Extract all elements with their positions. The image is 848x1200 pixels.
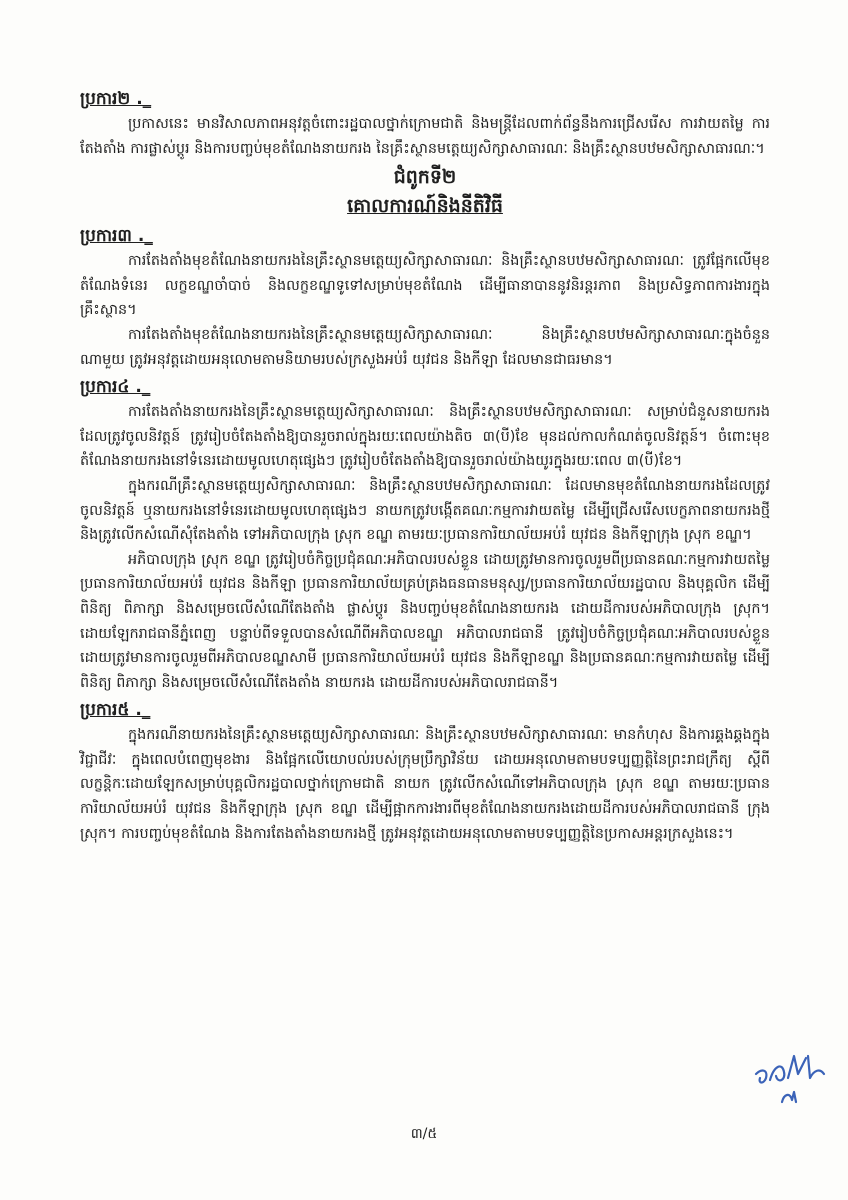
article-4-paragraph-2: ក្នុងករណីគ្រឹះស្ថានមត្តេយ្យសិក្សាសាធារណៈ និងគ្រឹះស្ថានបឋមសិក្សាសាធារណៈ ដែលមានមុខតំណែងនាយករងដែលត្រូវចូលនិវត្តន៍ ឬនាយករងនៅទំនេរដោយមូលហេតុផ្សេងៗ នាយកត្រូវបង្កើតគណៈកម្មការវាយតម្លៃ ដើម្បីជ្រើសរើសបេក្ខភាពនាយករងថ្មី និងត្រូវលើកសំណើសុំតែងតាំង ទៅអភិបាលក្រុង ស្រុក ខណ្ឌ តាមរយៈប្រធានការិយាល័យអប់រំ យុវជន និងកីឡាក្រុង ស្រុក ខណ្ឌ។ bbox=[80, 477, 770, 544]
handwritten-initials-icon bbox=[748, 1044, 832, 1120]
article-4-paragraph-1: ការតែងតាំងនាយករងនៃគ្រឹះស្ថានមត្តេយ្យសិក្សាសាធារណៈ និងគ្រឹះស្ថានបឋមសិក្សាសាធារណៈ សម្រាប់ជំនួសនាយករងដែលត្រូវចូលនិវត្តន៍ ត្រូវរៀបចំតែងតាំងឱ្យបានរួចរាល់ក្នុងរយៈពេលយ៉ាងតិច ៣(បី)ខែ មុនដល់កាលកំណត់ចូលនិវត្តន៍។ ចំពោះមុខតំណែងនាយករងនៅទំនេរដោយមូលហេតុផ្សេងៗ ត្រូវរៀបចំតែងតាំងឱ្យបានរួចរាល់យ៉ាងយូរក្នុងរយៈពេល ៣(បី)ខែ។ bbox=[80, 404, 770, 470]
article-4-heading: ប្រការ៤ ._ bbox=[80, 377, 151, 398]
chapter-title: គោលការណ៍និងនីតិវិធី bbox=[347, 195, 503, 218]
article-2-paragraph: ប្រកាសនេះ មានវិសាលភាពអនុវត្តចំពោះរដ្ឋបាលថ្នាក់ក្រោមជាតិ និងមន្ត្រីដែលពាក់ព័ន្ធនឹងការជ្រើសរើស ការវាយតម្លៃ ការតែងតាំង ការផ្លាស់ប្តូរ និងការបញ្ចប់មុខតំណែងនាយករង នៃគ្រឹះស្ថានមត្តេយ្យសិក្សាសាធារណៈ និងគ្រឹះស្ថានបឋមសិក្សាសាធារណៈ។ bbox=[80, 116, 770, 157]
article-3-heading: ប្រការ៣ ._ bbox=[80, 226, 153, 247]
article-2-heading: ប្រការ២ ._ bbox=[80, 89, 152, 109]
article-3-paragraph-1: ការតែងតាំងមុខតំណែងនាយករងនៃគ្រឹះស្ថានមត្តេយ្យសិក្សាសាធារណៈ និងគ្រឹះស្ថានបឋមសិក្សាសាធារណៈ ត្រូវផ្អែកលើមុខតំណែងទំនេរ លក្ខខណ្ឌចាំបាច់ និងលក្ខខណ្ឌទូទៅសម្រាប់មុខតំណែង ដើម្បីធានាបាននូវនិរន្តរភាព និងប្រសិទ្ធភាពការងារក្នុងគ្រឹះស្ថាន។ bbox=[80, 253, 770, 319]
document-body bbox=[80, 84, 770, 846]
chapter-number: ជំពូកទី២ bbox=[393, 166, 457, 189]
article-3-paragraph-2: ការតែងតាំងមុខតំណែងនាយករងនៃគ្រឹះស្ថានមត្តេយ្យសិក្សាសាធារណៈ និងគ្រឹះស្ថានបឋមសិក្សាសាធារណៈក្នុងចំនួនណាមួយ ត្រូវអនុវត្តដោយអនុលោមតាមនិយាមរបស់ក្រសួងអប់រំ យុវជន និងកីឡា ដែលមានជាធរមាន។ bbox=[80, 326, 770, 368]
article-5-heading: ប្រការ៥ ._ bbox=[80, 700, 151, 721]
page-number: ៣/៥ bbox=[410, 1126, 438, 1142]
article-4-paragraph-3: អភិបាលក្រុង ស្រុក ខណ្ឌ ត្រូវរៀបចំកិច្ចប្រជុំគណៈអភិបាលរបស់ខ្លួន ដោយត្រូវមានការចូលរួមពីប្រធានគណៈកម្មការវាយតម្លៃ ប្រធានការិយាល័យអប់រំ យុវជន និងកីឡា ប្រធានការិយាល័យគ្រប់គ្រងធនធានមនុស្ស/ប្រធានការិយាល័យរដ្ឋបាល និងបុគ្គលិក ដើម្បីពិនិត្យ ពិភាក្សា និងសម្រេចលើសំណើតែងតាំង ផ្លាស់ប្តូរ និងបញ្ចប់មុខតំណែងនាយករង ដោយដីការបស់អភិបាលក្រុង ស្រុក។ ដោយឡែករាជធានីភ្នំពេញ បន្ទាប់ពីទទួលបានសំណើពីអភិបាលខណ្ឌ អភិបាលរាជធានី ត្រូវរៀបចំកិច្ចប្រជុំគណៈអភិបាលរបស់ខ្លួន ដោយត្រូវមានការចូលរួមពីអភិបាលខណ្ឌសាមី ប្រធានការិយាល័យអប់រំ យុវជន និងកីឡាខណ្ឌ និងប្រធានគណៈកម្មការវាយតម្លៃ ដើម្បីពិនិត្យ ពិភាក្សា និងសម្រេចលើសំណើតែងតាំង នាយករង ដោយដីការបស់អភិបាលរាជធានី។ bbox=[80, 551, 770, 691]
article-5-paragraph: ក្នុងករណីនាយករងនៃគ្រឹះស្ថានមត្តេយ្យសិក្សាសាធារណៈ និងគ្រឹះស្ថានបឋមសិក្សាសាធារណៈ មានកំហុស និងការឆ្គងឆ្គងក្នុងវិជ្ជាជីវៈ ក្នុងពេលបំពេញមុខងារ និងផ្អែកលើយោបល់របស់ក្រុមប្រឹក្សាវិន័យ ដោយអនុលោមតាមបទប្បញ្ញត្តិនៃព្រះរាជក្រឹត្យ ស្តីពីលក្ខន្តិកៈដោយឡែកសម្រាប់បុគ្គលិករដ្ឋបាលថ្នាក់ក្រោមជាតិ នាយក ត្រូវលើកសំណើទៅអភិបាលក្រុង ស្រុក ខណ្ឌ តាមរយៈប្រធានការិយាល័យអប់រំ យុវជន និងកីឡាក្រុង ស្រុក ខណ្ឌ ដើម្បីផ្អាកការងារពីមុខតំណែងនាយករងដោយដីការបស់អភិបាលរាជធានី ក្រុង ស្រុក។ ការបញ្ចប់មុខតំណែង និងការតែងតាំងនាយករងថ្មី ត្រូវអនុវត្តដោយអនុលោមតាមបទប្បញ្ញត្តិនៃប្រកាសអន្តរក្រសួងនេះ។ bbox=[80, 727, 770, 842]
